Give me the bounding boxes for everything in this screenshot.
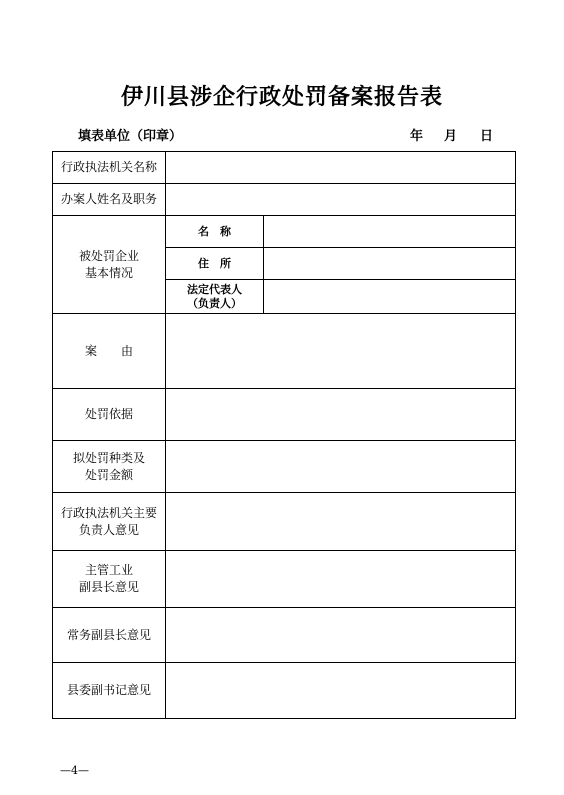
enterprise-address-field[interactable] [264, 248, 516, 280]
enterprise-rep-label: 法定代表人 （负责人） [166, 280, 264, 314]
handler-label: 办案人姓名及职务 [53, 184, 166, 216]
enterprise-name-label: 名 称 [166, 216, 264, 248]
party-deputy-secretary-opinion-field[interactable] [166, 663, 516, 719]
day-label: 日 [480, 129, 494, 144]
penalty-type-label: 拟处罚种类及 处罚金额 [53, 441, 166, 493]
agency-head-opinion-label: 行政执法机关主要 负责人意见 [53, 493, 166, 551]
enterprise-name-field[interactable] [264, 216, 516, 248]
agency-head-opinion-field[interactable] [166, 493, 516, 551]
report-form-table [52, 151, 516, 719]
penalty-type-field[interactable] [166, 441, 516, 493]
exec-vice-county-head-opinion-label: 常务副县长意见 [53, 608, 166, 663]
year-label: 年 [410, 129, 424, 144]
page-number: —4— [60, 764, 89, 777]
month-label: 月 [444, 129, 458, 144]
party-deputy-secretary-opinion-label: 县委副书记意见 [53, 663, 166, 719]
enterprise-rep-field[interactable] [264, 280, 516, 314]
vice-county-head-opinion-label: 主管工业 副县长意见 [53, 551, 166, 608]
filling-unit-label: 填表单位（印章） [78, 129, 183, 144]
case-reason-field[interactable] [166, 314, 516, 389]
case-reason-label: 案 由 [53, 314, 166, 389]
agency-name-label: 行政执法机关名称 [53, 152, 166, 184]
enterprise-info-label: 被处罚企业 基本情况 [53, 216, 166, 314]
basis-label: 处罚依据 [53, 389, 166, 441]
agency-name-field[interactable] [166, 152, 516, 184]
vice-county-head-opinion-field[interactable] [166, 551, 516, 608]
page-title: 伊川县涉企行政处罚备案报告表 [120, 84, 443, 110]
handler-field[interactable] [166, 184, 516, 216]
basis-field[interactable] [166, 389, 516, 441]
enterprise-address-label: 住 所 [166, 248, 264, 280]
exec-vice-county-head-opinion-field[interactable] [166, 608, 516, 663]
